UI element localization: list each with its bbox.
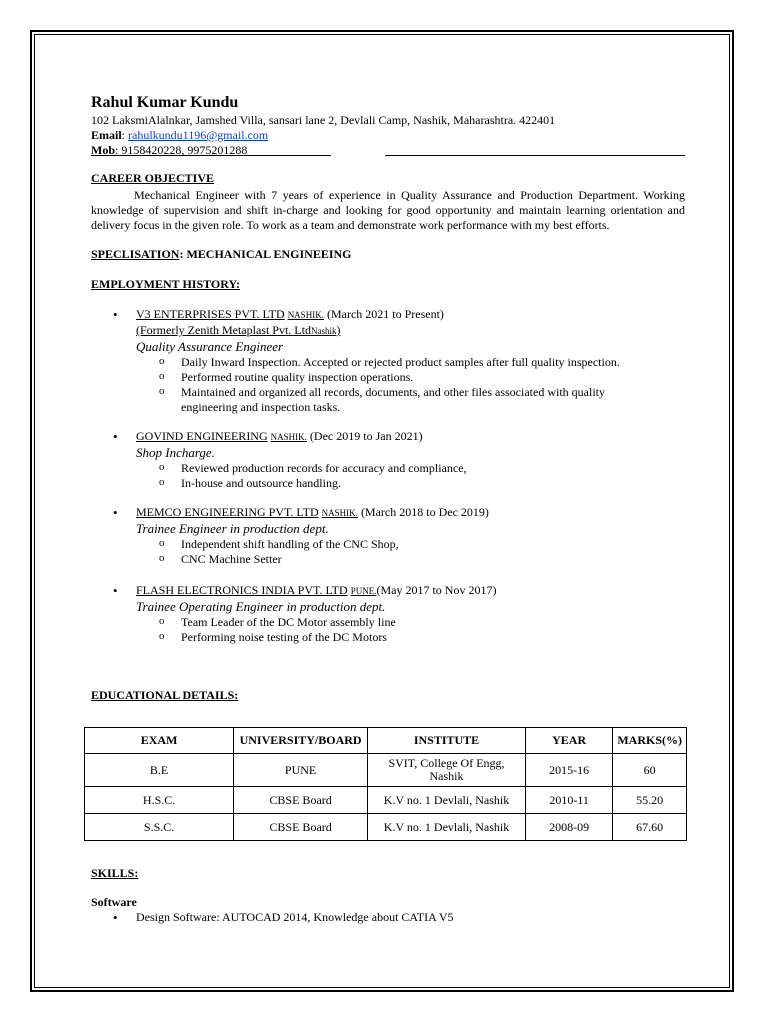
table-cell: H.S.C. <box>85 787 234 814</box>
table-row <box>85 814 687 841</box>
job-duty: o Daily Inward Inspection. Accepted or rejected product samples after full quality inspection. <box>91 355 685 370</box>
job-former-name <box>91 323 685 339</box>
table-cell: CBSE Board <box>234 787 368 814</box>
job-entry <box>91 505 685 521</box>
specialisation-label: SPECLISATION <box>91 247 180 261</box>
job-duty: o Maintained and organized all records, documents, and other files associated with quality <box>91 385 685 400</box>
table-cell: B.E <box>85 754 234 787</box>
skills-heading: SKILLS: <box>91 866 139 880</box>
job-role: Quality Assurance Engineer <box>136 339 284 354</box>
table-header: UNIVERSITY/BOARD <box>234 728 368 754</box>
skill-item: • Design Software: AUTOCAD 2014, Knowledge about CATIA V5 <box>91 910 685 925</box>
job-role: Trainee Operating Engineer in production dept. <box>136 599 386 614</box>
education-table <box>84 727 687 841</box>
former-city: Nashik <box>310 326 337 336</box>
header-divider <box>91 155 685 156</box>
table-header: MARKS(%) <box>613 728 687 754</box>
job-period: (Dec 2019 to Jan 2021) <box>309 429 423 443</box>
job-city: NASHIK. <box>287 310 324 320</box>
table-row <box>85 787 687 814</box>
table-cell: CBSE Board <box>234 814 368 841</box>
job-duty: o In-house and outsource handling. <box>91 476 685 491</box>
job-entry <box>91 429 685 445</box>
job-role: Shop Incharge. <box>136 445 215 460</box>
table-cell: 2015-16 <box>525 754 612 787</box>
table-cell: K.V no. 1 Devlali, Nashik <box>368 787 526 814</box>
job-company: GOVIND ENGINEERING <box>136 429 268 443</box>
email-link[interactable]: rahulkundu1196@gmail.com <box>128 128 269 142</box>
job-entry <box>91 583 685 599</box>
mobile-numbers: 9158420228, 9975201288 <box>121 143 248 157</box>
education-heading: EDUCATIONAL DETAILS: <box>91 688 239 702</box>
email-label: Email <box>91 128 122 142</box>
table-cell: 2008-09 <box>525 814 612 841</box>
job-city: NASHIK. <box>321 508 358 518</box>
job-period: (March 2018 to Dec 2019) <box>360 505 489 519</box>
job-company: V3 ENTERPRISES PVT. LTD <box>136 307 285 321</box>
former-suffix: ) <box>336 323 341 337</box>
specialisation-line <box>91 247 685 262</box>
table-header: INSTITUTE <box>368 728 526 754</box>
job-duty: o Team Leader of the DC Motor assembly line <box>91 615 685 630</box>
job-period: (May 2017 to Nov 2017) <box>376 583 497 597</box>
software-label: Software <box>91 895 137 909</box>
former-name-text: (Formerly Zenith Metaplast Pvt. Ltd <box>136 323 311 337</box>
employment-heading: EMPLOYMENT HISTORY: <box>91 277 241 291</box>
job-duty: o CNC Machine Setter <box>91 552 685 567</box>
table-cell: 2010-11 <box>525 787 612 814</box>
job-duty: o Performing noise testing of the DC Motors <box>91 630 685 645</box>
mobile-label: Mob <box>91 143 115 157</box>
job-period: (March 2021 to Present) <box>326 307 444 321</box>
skills-section <box>91 866 685 925</box>
candidate-name: Rahul Kumar Kundu <box>91 94 239 111</box>
job-role: Trainee Engineer in production dept. <box>136 521 329 536</box>
resume-content <box>91 93 685 703</box>
table-cell: 55.20 <box>613 787 687 814</box>
job-company: FLASH ELECTRONICS INDIA PVT. LTD <box>136 583 348 597</box>
job-duty: o Independent shift handling of the CNC Shop, <box>91 537 685 552</box>
table-cell: 67.60 <box>613 814 687 841</box>
job-entry <box>91 307 685 323</box>
table-cell: 60 <box>613 754 687 787</box>
header-divider-gap <box>331 155 385 156</box>
job-duty: o Performed routine quality inspection operations. <box>91 370 685 385</box>
table-row <box>85 754 687 787</box>
job-company: MEMCO ENGINEERING PVT. LTD <box>136 505 319 519</box>
table-cell: PUNE <box>234 754 368 787</box>
email-line: Email: rahulkundu1196@gmail.com <box>91 128 269 142</box>
job-duty-continued: engineering and inspection tasks. <box>181 400 341 414</box>
table-header: YEAR <box>525 728 612 754</box>
table-cell: S.S.C. <box>85 814 234 841</box>
table-header: EXAM <box>85 728 234 754</box>
job-city: NASHIK. <box>270 432 307 442</box>
mobile-line: Mob: 9158420228, 9975201288 <box>91 143 248 157</box>
job-duty: o Reviewed production records for accuracy and compliance, <box>91 461 685 476</box>
table-cell: SVIT, College Of Engg, Nashik <box>368 754 526 787</box>
address: 102 LaksmiAlalnkar, Jamshed Villa, sansari lane 2, Devlali Camp, Nashik, Maharashtra. 422401 <box>91 113 556 127</box>
job-city: PUNE. <box>350 586 377 596</box>
table-header-row <box>85 728 687 754</box>
specialisation-value: : MECHANICAL ENGINEEING <box>179 247 352 261</box>
career-objective-heading: CAREER OBJECTIVE <box>91 171 215 185</box>
table-cell: K.V no. 1 Devlali, Nashik <box>368 814 526 841</box>
career-objective-text: Mechanical Engineer with 7 years of experience in Quality Assurance and Production Department. Working knowledge of supervision and shift in-charge and looking for good opportunity and maintain learning orientation and delivery focus in the given role. To work as a team and demonstrate work performance with my best efforts. <box>91 188 685 232</box>
